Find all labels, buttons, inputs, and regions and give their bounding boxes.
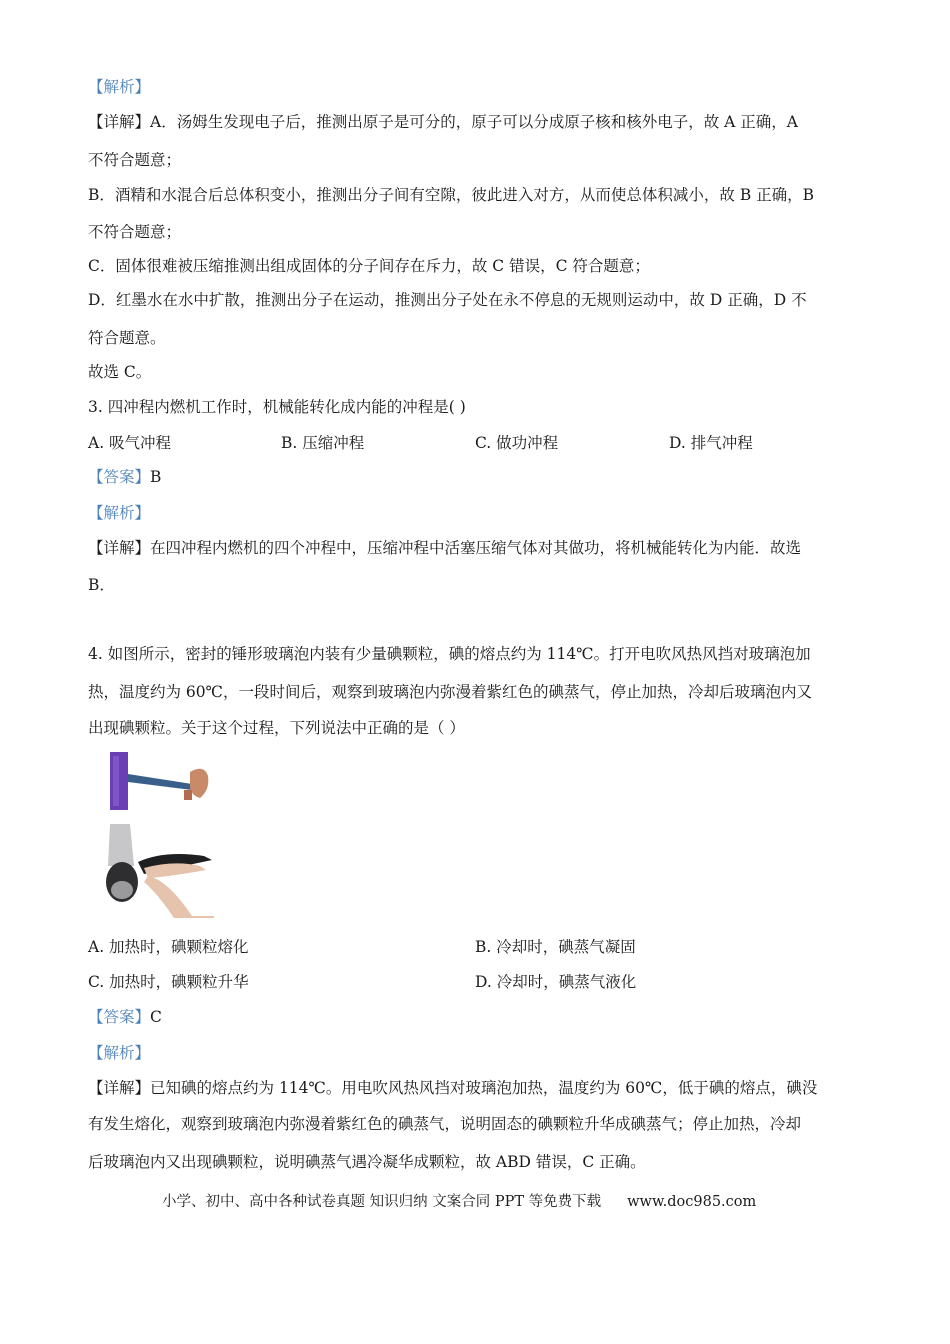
q3-option-d: D. 排气冲程 <box>669 434 753 452</box>
answer-value: C <box>150 1008 162 1026</box>
analysis-tag: 【解析】 <box>88 78 151 96</box>
answer-value: B <box>150 468 162 486</box>
dryer-barrel <box>108 824 134 866</box>
detail-line: D．红墨水在水中扩散，推测出分子在运动，推测出分子处在永不停息的无规则运动中，故 D 正确，D 不 <box>88 291 807 309</box>
footer-url[interactable]: www.doc985.com <box>627 1194 757 1210</box>
q4-analysis-tag: 【解析】 <box>88 1044 151 1062</box>
detail-tag: 【详解】 <box>88 539 151 557</box>
detail-line: C．固体很难被压缩推测出组成固体的分子间存在斥力，故 C 错误，C 符合题意； <box>88 257 650 275</box>
detail-line: B．酒精和水混合后总体积变小，推测出分子间有空隙，彼此进入对方，从而使总体积减小，故 B 正确，B <box>88 186 815 204</box>
detail-tag: 【详解】 <box>88 113 151 131</box>
iodine-bulb-image <box>104 750 214 814</box>
q3-answer <box>88 467 161 487</box>
bulb-highlight <box>113 756 119 806</box>
q4-option-c: C. 加热时，碘颗粒升华 <box>88 973 249 991</box>
detail-line: 不符合题意； <box>88 223 182 241</box>
hair-dryer-image <box>104 820 214 918</box>
q4-detail-line: 后玻璃泡内又出现碘颗粒，说明碘蒸气遇冷凝华成颗粒，故 ABD 错误，C 正确。 <box>88 1153 646 1171</box>
detail-tag: 【详解】 <box>88 1079 151 1097</box>
question-4-stem: 热，温度约为 60℃，一段时间后，观察到玻璃泡内弥漫着紫红色的碘蒸气，停止加热，冷却后玻璃泡内又 <box>88 683 812 701</box>
q4-option-d: D. 冷却时，碘蒸气液化 <box>475 973 637 991</box>
question-4-stem: 出现碘颗粒。关于这个过程，下列说法中正确的是（ ） <box>88 719 465 737</box>
footer-text: 小学、初中、高中各种试卷真题 知识归纳 文案合同 PPT 等免费下载 <box>162 1194 602 1210</box>
detail-line: 故选 C。 <box>88 363 152 381</box>
q3-analysis-tag: 【解析】 <box>88 504 151 522</box>
detail-text: 已知碘的熔点约为 114℃。用电吹风热风挡对玻璃泡加热，温度约为 60℃，低于碘的熔点，碘没 <box>150 1079 818 1097</box>
detail-text: 在四冲程内燃机的四个冲程中，压缩冲程中活塞压缩气体对其做功，将机械能转化为内能．故选 <box>150 539 802 557</box>
forearm <box>144 876 214 918</box>
dryer-nozzle <box>111 881 133 899</box>
q3-option-b: B. 压缩冲程 <box>281 434 365 452</box>
detail-text: A．汤姆生发现电子后，推测出原子是可分的，原子可以分成原子核和核外电子，故 A 正确，A <box>150 113 798 131</box>
q4-option-b: B. 冷却时，碘蒸气凝固 <box>475 938 636 956</box>
q4-answer <box>88 1007 162 1027</box>
q3-detail-line: B． <box>88 576 115 594</box>
q4-detail-line: 有发生熔化，观察到玻璃泡内弥漫着紫红色的碘蒸气，说明固态的碘颗粒升华成碘蒸气；停止加热，冷却 <box>88 1115 802 1133</box>
bulb-stem <box>128 774 192 790</box>
q4-option-a: A. 加热时，碘颗粒熔化 <box>88 938 249 956</box>
hand <box>190 769 208 798</box>
question-4-stem: 4. 如图所示，密封的锤形玻璃泡内装有少量碘颗粒，碘的熔点约为 114℃。打开电吹风热风挡对玻璃泡加 <box>88 645 811 663</box>
question-3-stem: 3. 四冲程内燃机工作时，机械能转化成内能的冲程是( ) <box>88 398 466 416</box>
answer-tag: 【答案】 <box>88 1008 151 1026</box>
answer-tag: 【答案】 <box>88 468 151 486</box>
thumb <box>184 790 192 800</box>
q3-detail-line <box>88 538 801 558</box>
q3-option-a: A. 吸气冲程 <box>88 434 172 452</box>
detail-line: 不符合题意； <box>88 151 182 169</box>
detail-line: 符合题意。 <box>88 329 166 347</box>
detail-line <box>88 112 798 132</box>
q4-detail-line <box>88 1078 817 1098</box>
q3-option-c: C. 做功冲程 <box>475 434 559 452</box>
page-footer <box>162 1190 756 1211</box>
